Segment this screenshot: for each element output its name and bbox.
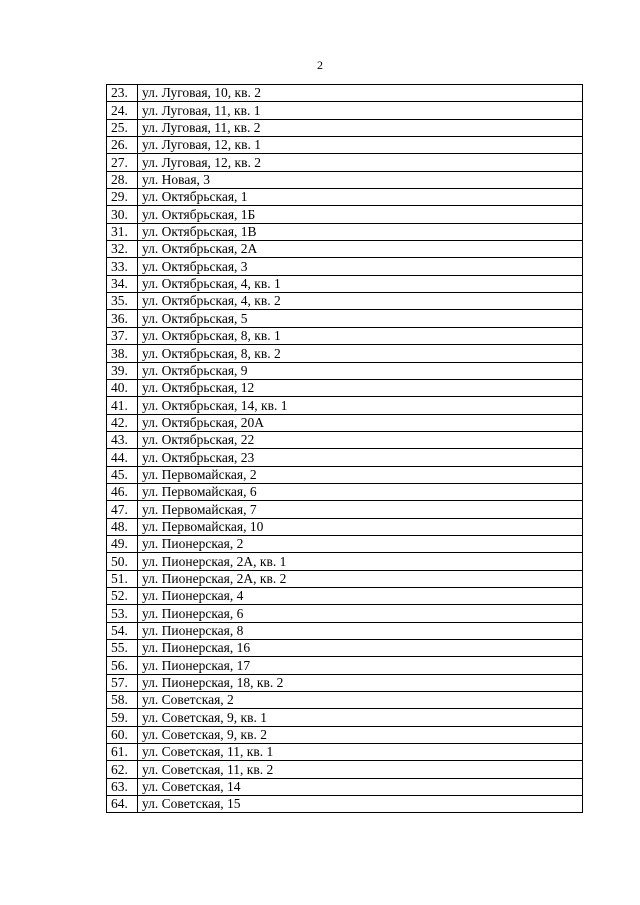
table-row [107,171,583,188]
address-cell: ул. Советская, 11, кв. 1 [138,744,583,761]
table-row [107,119,583,136]
row-number-cell: 37. [107,327,138,344]
table-row [107,726,583,743]
address-cell: ул. Октябрьская, 14, кв. 1 [138,397,583,414]
table-row [107,275,583,292]
table-row [107,761,583,778]
address-cell: ул. Первомайская, 2 [138,466,583,483]
row-number-cell: 54. [107,622,138,639]
table-row [107,483,583,500]
row-number-cell: 57. [107,674,138,691]
row-number-cell: 31. [107,223,138,240]
row-number-cell: 64. [107,796,138,813]
row-number-cell: 51. [107,570,138,587]
address-cell: ул. Октябрьская, 1 [138,189,583,206]
table-row [107,137,583,154]
table-row [107,796,583,813]
address-cell: ул. Луговая, 12, кв. 1 [138,137,583,154]
row-number-cell: 55. [107,640,138,657]
table-row [107,206,583,223]
address-cell: ул. Октябрьская, 8, кв. 2 [138,345,583,362]
table-row [107,241,583,258]
table-row [107,674,583,691]
address-cell: ул. Октябрьская, 5 [138,310,583,327]
row-number-cell: 36. [107,310,138,327]
table-row [107,709,583,726]
address-cell: ул. Луговая, 10, кв. 2 [138,85,583,102]
row-number-cell: 45. [107,466,138,483]
row-number-cell: 35. [107,293,138,310]
row-number-cell: 44. [107,449,138,466]
table-row [107,553,583,570]
row-number-cell: 43. [107,431,138,448]
table-row [107,587,583,604]
address-cell: ул. Октябрьская, 4, кв. 1 [138,275,583,292]
address-cell: ул. Пионерская, 2А, кв. 2 [138,570,583,587]
table-row [107,449,583,466]
table-row [107,692,583,709]
row-number-cell: 60. [107,726,138,743]
table-row [107,397,583,414]
row-number-cell: 58. [107,692,138,709]
row-number-cell: 42. [107,414,138,431]
address-table-body [107,85,583,813]
row-number-cell: 53. [107,605,138,622]
row-number-cell: 40. [107,379,138,396]
address-cell: ул. Советская, 15 [138,796,583,813]
table-row [107,327,583,344]
address-cell: ул. Пионерская, 8 [138,622,583,639]
row-number-cell: 33. [107,258,138,275]
row-number-cell: 62. [107,761,138,778]
table-row [107,778,583,795]
address-cell: ул. Октябрьская, 23 [138,449,583,466]
row-number-cell: 27. [107,154,138,171]
row-number-cell: 46. [107,483,138,500]
address-cell: ул. Пионерская, 17 [138,657,583,674]
row-number-cell: 25. [107,119,138,136]
row-number-cell: 28. [107,171,138,188]
table-row [107,310,583,327]
row-number-cell: 23. [107,85,138,102]
table-row [107,570,583,587]
address-cell: ул. Октябрьская, 12 [138,379,583,396]
table-row [107,362,583,379]
row-number-cell: 49. [107,535,138,552]
address-cell: ул. Пионерская, 4 [138,587,583,604]
table-row [107,345,583,362]
address-cell: ул. Пионерская, 6 [138,605,583,622]
address-cell: ул. Октябрьская, 1Б [138,206,583,223]
address-cell: ул. Луговая, 12, кв. 2 [138,154,583,171]
row-number-cell: 61. [107,744,138,761]
row-number-cell: 32. [107,241,138,258]
address-cell: ул. Советская, 2 [138,692,583,709]
address-table [106,84,583,813]
table-row [107,501,583,518]
table-row [107,379,583,396]
address-cell: ул. Октябрьская, 3 [138,258,583,275]
row-number-cell: 41. [107,397,138,414]
table-row [107,258,583,275]
row-number-cell: 47. [107,501,138,518]
table-row [107,102,583,119]
address-cell: ул. Советская, 14 [138,778,583,795]
address-cell: ул. Октябрьская, 1В [138,223,583,240]
row-number-cell: 39. [107,362,138,379]
address-cell: ул. Пионерская, 16 [138,640,583,657]
address-cell: ул. Советская, 9, кв. 2 [138,726,583,743]
address-cell: ул. Октябрьская, 8, кв. 1 [138,327,583,344]
address-cell: ул. Октябрьская, 4, кв. 2 [138,293,583,310]
table-row [107,154,583,171]
row-number-cell: 56. [107,657,138,674]
address-cell: ул. Октябрьская, 2А [138,241,583,258]
address-cell: ул. Первомайская, 7 [138,501,583,518]
table-row [107,622,583,639]
row-number-cell: 29. [107,189,138,206]
address-cell: ул. Октябрьская, 9 [138,362,583,379]
table-row [107,189,583,206]
table-row [107,535,583,552]
row-number-cell: 52. [107,587,138,604]
address-cell: ул. Пионерская, 2А, кв. 1 [138,553,583,570]
row-number-cell: 63. [107,778,138,795]
table-row [107,518,583,535]
row-number-cell: 26. [107,137,138,154]
table-row [107,657,583,674]
row-number-cell: 48. [107,518,138,535]
address-cell: ул. Первомайская, 10 [138,518,583,535]
table-row [107,744,583,761]
address-cell: ул. Пионерская, 2 [138,535,583,552]
row-number-cell: 30. [107,206,138,223]
address-cell: ул. Советская, 9, кв. 1 [138,709,583,726]
table-row [107,223,583,240]
row-number-cell: 59. [107,709,138,726]
address-cell: ул. Пионерская, 18, кв. 2 [138,674,583,691]
address-cell: ул. Новая, 3 [138,171,583,188]
table-row [107,414,583,431]
table-row [107,640,583,657]
address-cell: ул. Октябрьская, 22 [138,431,583,448]
row-number-cell: 50. [107,553,138,570]
table-row [107,85,583,102]
address-cell: ул. Луговая, 11, кв. 2 [138,119,583,136]
row-number-cell: 24. [107,102,138,119]
page-number: 2 [317,58,323,72]
address-cell: ул. Советская, 11, кв. 2 [138,761,583,778]
address-cell: ул. Первомайская, 6 [138,483,583,500]
table-row [107,293,583,310]
row-number-cell: 38. [107,345,138,362]
table-row [107,605,583,622]
table-row [107,466,583,483]
row-number-cell: 34. [107,275,138,292]
address-cell: ул. Луговая, 11, кв. 1 [138,102,583,119]
table-row [107,431,583,448]
address-cell: ул. Октябрьская, 20А [138,414,583,431]
